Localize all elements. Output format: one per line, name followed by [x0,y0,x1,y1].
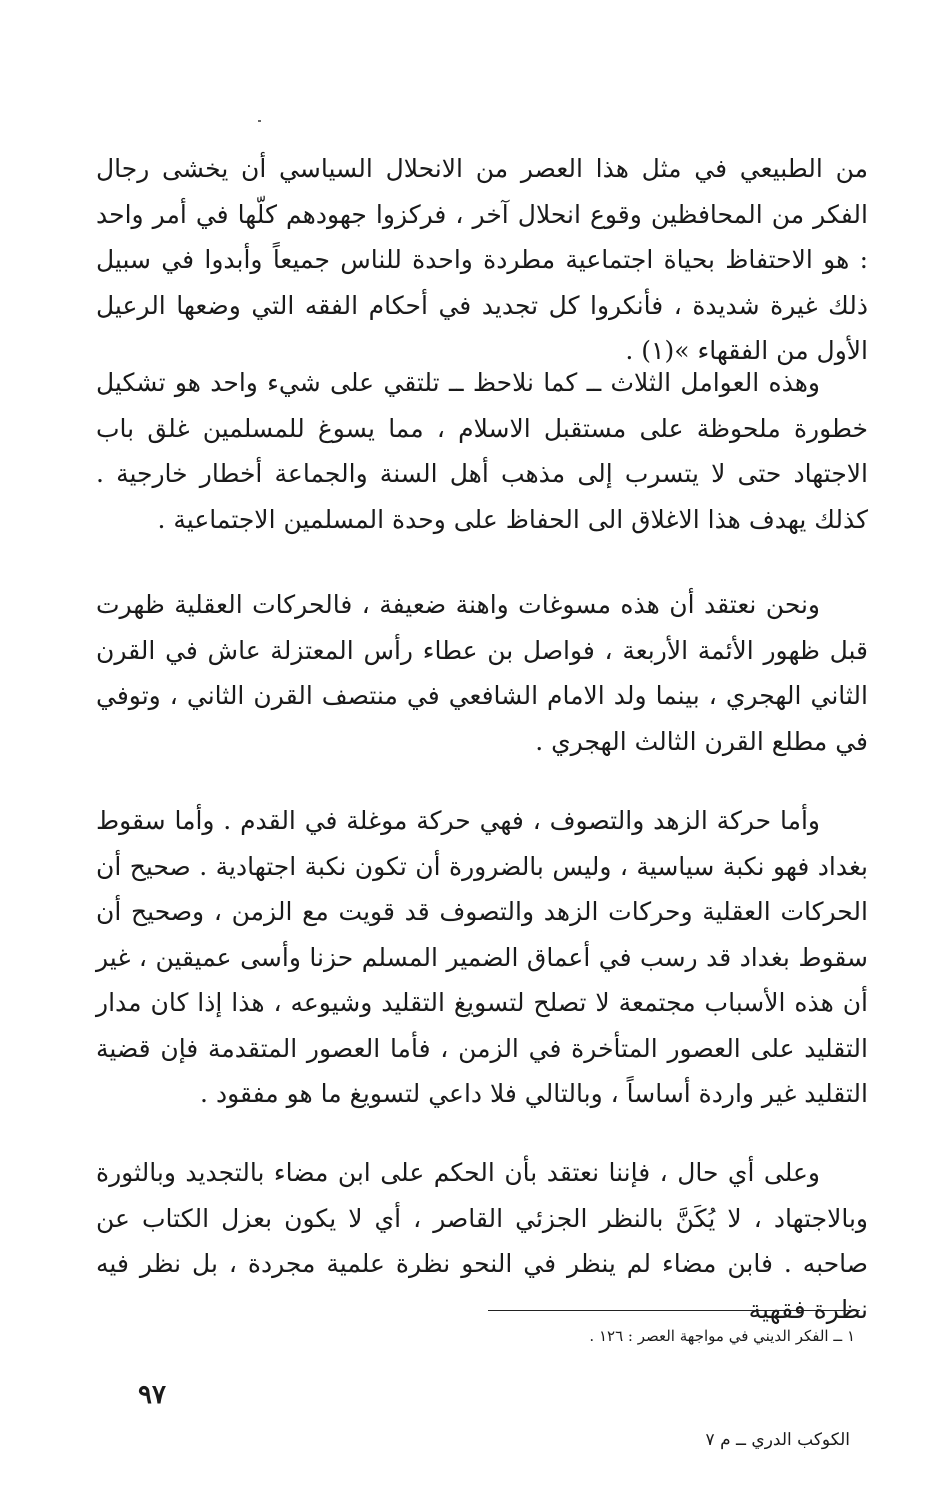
paragraph-5: وعلى أي حال ، فإننا نعتقد بأن الحكم على ابن مضاء بالتجديد وبالثورة وبالاجتهاد ، لا يُكَنَّ بالنظر الجزئي القاصر ، أي لا يكون بعزل الكتاب عن صاحبه . فابن مضاء لم ينظر في النحو نظرة علمية مجردة ، بل نظر فيه نظرة فقهية [96,1158,868,1324]
paragraph-4: وأما حركة الزهد والتصوف ، فهي حركة موغلة في القدم . وأما سقوط بغداد فهو نكبة سياسية ، وليس بالضرورة أن تكون نكبة اجتهادية . صحيح أن الحركات العقلية وحركات الزهد والتصوف قد قويت مع الزمن ، وصحيح أن سقوط بغداد قد رسب في أعماق الضمير المسلم حزنا وأسى عميقين ، غير أن هذه الأسباب مجتمعة لا تصلح لتسويغ التقليد وشيوعه ، هذا إذا كان مدار التقليد على العصور المتأخرة في الزمن ، فأما العصور المتقدمة فإن قضية التقليد غير واردة أساساً ، وبالتالي فلا داعي لتسويغ ما هو مفقود . [96,806,868,1108]
footnote: ١ ــ الفكر الديني في مواجهة العصر : ١٢٦ . [589,1327,855,1345]
paragraph-2: وهذه العوامل الثلاث ــ كما نلاحظ ــ تلتقي على شيء واحد هو تشكيل خطورة ملحوظة على مستقبل الاسلام ، مما يسوغ للمسلمين غلق باب الاجتهاد حتى لا يتسرب إلى مذهب أهل السنة والجماعة أخطار خارجية . كذلك يهدف هذا الاغلاق الى الحفاظ على وحدة المسلمين الاجتماعية . [96,368,868,534]
paragraph-3: ونحن نعتقد أن هذه مسوغات واهنة ضعيفة ، فالحركات العقلية ظهرت قبل ظهور الأئمة الأربعة ، فواصل بن عطاء رأس المعتزلة عاش في القرن الثاني الهجري ، بينما ولد الامام الشافعي في منتصف القرن الثاني ، وتوفي في مطلع القرن الثالث الهجري . [96,590,868,756]
footnote-divider [488,1310,860,1311]
printer-signature: الكوكب الدري ــ م ٧ [705,1430,850,1450]
paragraph-1: من الطبيعي في مثل هذا العصر من الانحلال السياسي أن يخشى رجال الفكر من المحافظين وقوع انحلال آخر ، فركزوا جهودهم كلّها في أمر واحد : هو الاحتفاظ بحياة اجتماعية مطردة واحدة للناس جميعاً وأبدوا في سبيل ذلك غيرة شديدة ، فأنكروا كل تجديد في أحكام الفقه التي وضعها الرعيل الأول من الفقهاء »(١) . [96,154,868,365]
page-number: ٩٧ [138,1380,166,1410]
scan-speck [258,120,261,122]
